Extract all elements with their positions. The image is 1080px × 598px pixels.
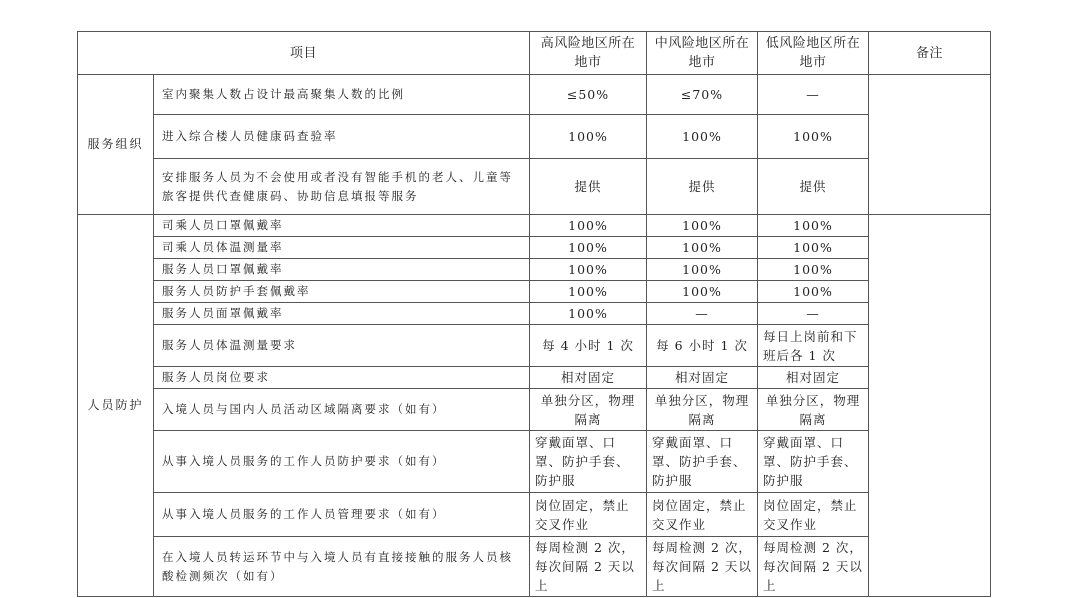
table-row: [78, 215, 991, 237]
row-high: 每 4 小时 1 次: [530, 325, 647, 367]
row-high: 单独分区，物理隔离: [530, 389, 647, 431]
row-mid: ≤70%: [647, 75, 758, 115]
row-mid: 穿戴面罩、口罩、防护手套、防护服: [647, 431, 758, 493]
table-row: [78, 159, 991, 215]
row-item: 司乘人员体温测量率: [154, 237, 530, 259]
row-low: 每周检测 2 次，每次间隔 2 天以上: [758, 537, 869, 597]
row-high: 穿戴面罩、口罩、防护手套、防护服: [530, 431, 647, 493]
row-mid: —: [647, 303, 758, 325]
table-row: [78, 493, 991, 537]
row-high: 每周检测 2 次，每次间隔 2 天以上: [530, 537, 647, 597]
row-item: 服务人员防护手套佩戴率: [154, 281, 530, 303]
header-mid-risk: 中风险地区所在地市: [647, 32, 758, 75]
row-high: 100%: [530, 259, 647, 281]
row-mid: 岗位固定，禁止交叉作业: [647, 493, 758, 537]
row-mid: 每周检测 2 次，每次间隔 2 天以上: [647, 537, 758, 597]
row-mid: 100%: [647, 259, 758, 281]
row-low: 提供: [758, 159, 869, 215]
row-low: 100%: [758, 115, 869, 159]
row-high: 100%: [530, 303, 647, 325]
header-note: 备注: [869, 32, 991, 75]
table-row: [78, 325, 991, 367]
header-high-risk: 高风险地区所在地市: [530, 32, 647, 75]
row-item: 从事入境人员服务的工作人员防护要求（如有）: [154, 431, 530, 493]
row-low: 100%: [758, 259, 869, 281]
row-low: 100%: [758, 281, 869, 303]
row-item: 入境人员与国内人员活动区域隔离要求（如有）: [154, 389, 530, 431]
row-low: 相对固定: [758, 367, 869, 389]
row-item: 服务人员面罩佩戴率: [154, 303, 530, 325]
row-item: 服务人员体温测量要求: [154, 325, 530, 367]
table-row: [78, 389, 991, 431]
row-item: 在入境人员转运环节中与入境人员有直接接触的服务人员核酸检测频次（如有）: [154, 537, 530, 597]
row-item: 服务人员岗位要求: [154, 367, 530, 389]
table-row: [78, 237, 991, 259]
risk-level-requirements-table: [77, 31, 991, 597]
row-mid: 100%: [647, 237, 758, 259]
note-cell-staff-protection: [869, 215, 991, 597]
row-mid: 100%: [647, 215, 758, 237]
row-mid: 每 6 小时 1 次: [647, 325, 758, 367]
row-mid: 提供: [647, 159, 758, 215]
table-row: [78, 259, 991, 281]
row-high: ≤50%: [530, 75, 647, 115]
table-row: [78, 303, 991, 325]
header-low-risk: 低风险地区所在地市: [758, 32, 869, 75]
category-service-org: 服务组织: [78, 75, 154, 215]
row-high: 100%: [530, 237, 647, 259]
row-high: 100%: [530, 281, 647, 303]
row-mid: 100%: [647, 281, 758, 303]
row-low: 穿戴面罩、口罩、防护手套、防护服: [758, 431, 869, 493]
row-low: 每日上岗前和下班后各 1 次: [758, 325, 869, 367]
table-row: [78, 75, 991, 115]
row-low: 岗位固定，禁止交叉作业: [758, 493, 869, 537]
row-low: 100%: [758, 237, 869, 259]
note-cell-service-org: [869, 75, 991, 215]
table-row: [78, 281, 991, 303]
row-low: —: [758, 75, 869, 115]
table-row: [78, 431, 991, 493]
row-high: 提供: [530, 159, 647, 215]
table-row: [78, 367, 991, 389]
row-item: 服务人员口罩佩戴率: [154, 259, 530, 281]
category-staff-protection: 人员防护: [78, 215, 154, 597]
row-item: 室内聚集人数占设计最高聚集人数的比例: [154, 75, 530, 115]
row-low: 100%: [758, 215, 869, 237]
row-item: 进入综合楼人员健康码查验率: [154, 115, 530, 159]
row-high: 100%: [530, 215, 647, 237]
row-high: 相对固定: [530, 367, 647, 389]
table-row: [78, 115, 991, 159]
row-item: 安排服务人员为不会使用或者没有智能手机的老人、儿童等旅客提供代查健康码、协助信息填报等服务: [154, 159, 530, 215]
row-low: 单独分区，物理隔离: [758, 389, 869, 431]
header-row: [78, 32, 991, 75]
table-row: [78, 537, 991, 597]
row-item: 从事入境人员服务的工作人员管理要求（如有）: [154, 493, 530, 537]
row-high: 100%: [530, 115, 647, 159]
row-item: 司乘人员口罩佩戴率: [154, 215, 530, 237]
header-item: 项目: [78, 32, 530, 75]
row-mid: 单独分区，物理隔离: [647, 389, 758, 431]
row-mid: 100%: [647, 115, 758, 159]
row-high: 岗位固定，禁止交叉作业: [530, 493, 647, 537]
row-mid: 相对固定: [647, 367, 758, 389]
row-low: —: [758, 303, 869, 325]
